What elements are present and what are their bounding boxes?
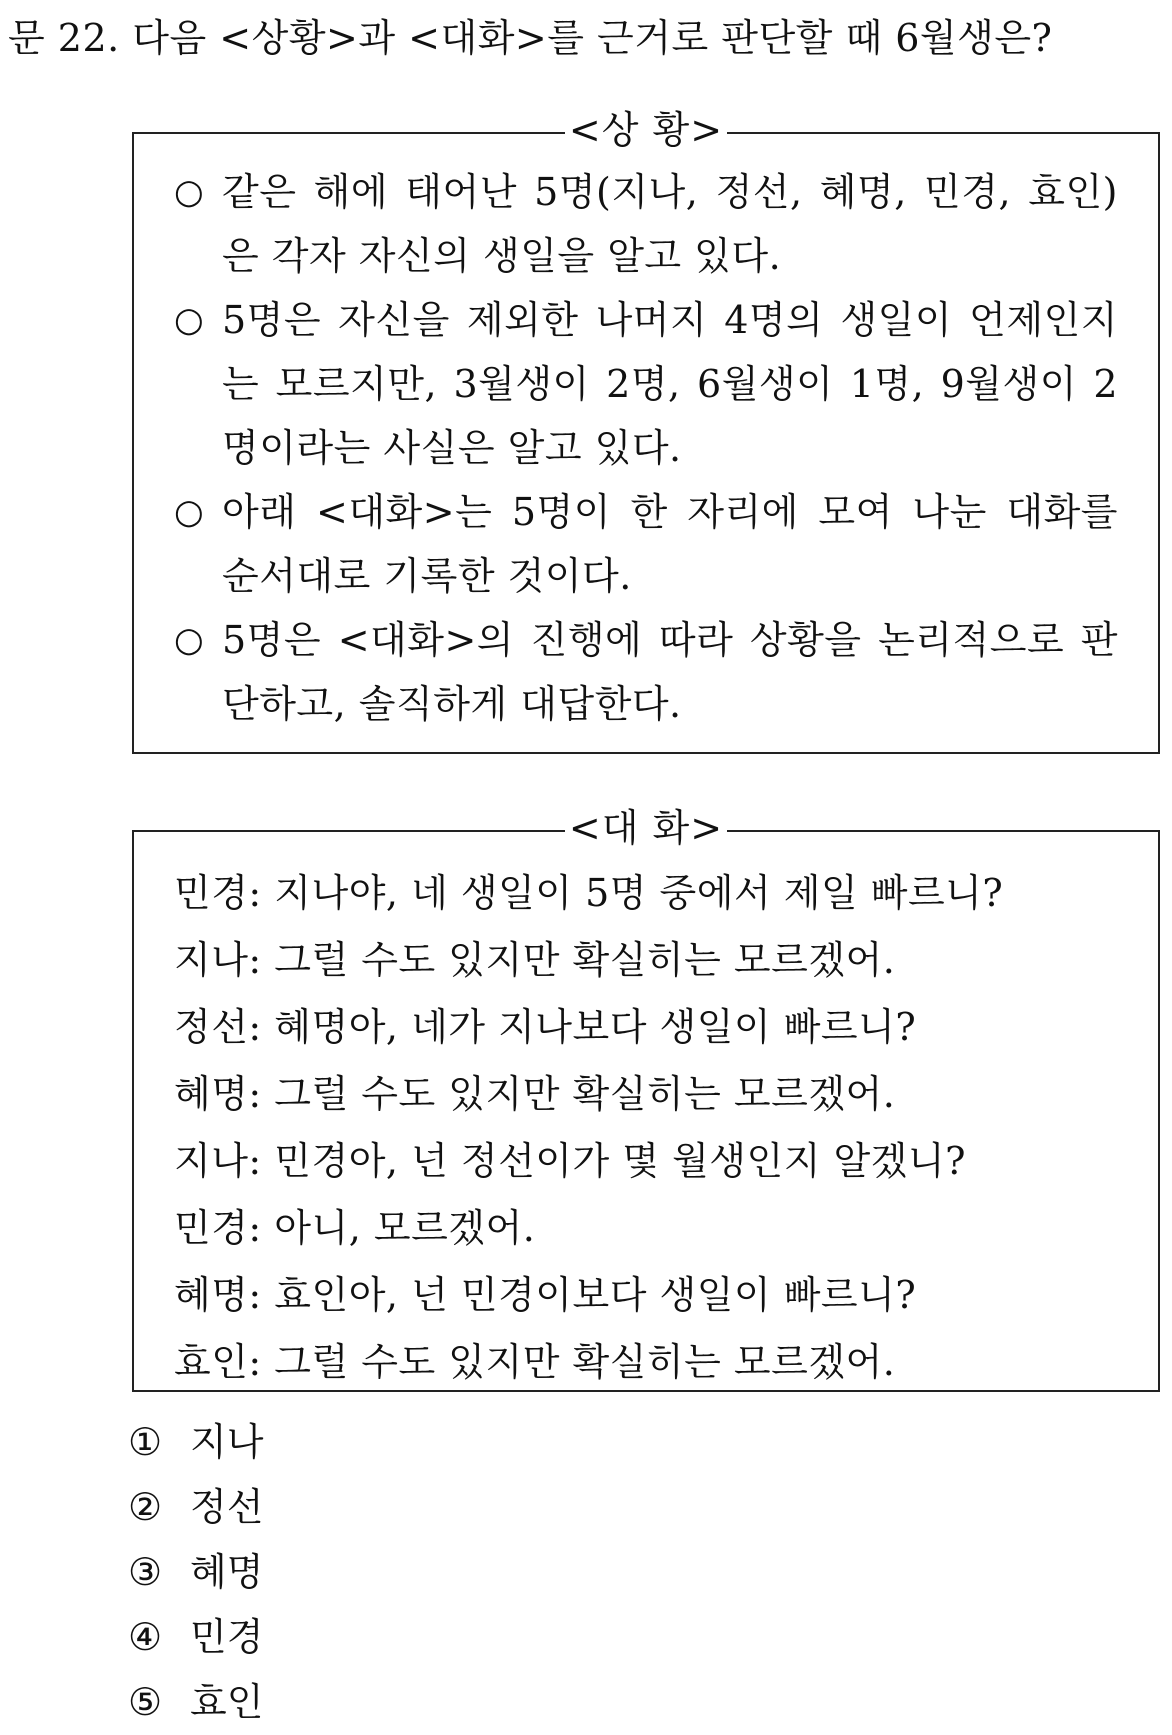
choice-number: ⑤	[128, 1680, 163, 1724]
situation-item: ○ 5명은 <대화>의 진행에 따라 상황을 논리적으로 판단하고, 솔직하게 대답한다.	[174, 608, 1118, 736]
choice-2[interactable]	[128, 1475, 263, 1540]
dialogue-line: 효인: 그럴 수도 있지만 확실히는 모르겠어.	[174, 1340, 896, 1384]
answer-choices	[128, 1410, 263, 1735]
situation-list	[134, 134, 1158, 736]
dialogue-line: 민경: 지나야, 네 생일이 5명 중에서 제일 빠르니?	[174, 871, 1004, 915]
choice-5[interactable]	[128, 1670, 263, 1735]
choice-number: ④	[128, 1615, 163, 1659]
situation-item: ○ 5명은 자신을 제외한 나머지 4명의 생일이 언제인지는 모르지만, 3월생이 2명, 6월생이 1명, 9월생이 2명이라는 사실은 알고 있다.	[174, 288, 1118, 480]
bullet-circle-icon: ○	[174, 172, 205, 212]
situation-item: ○ 같은 해에 태어난 5명(지나, 정선, 혜명, 민경, 효인)은 각자 자신의 생일을 알고 있다.	[174, 160, 1118, 288]
choice-label: 정선	[190, 1485, 264, 1529]
dialogue-box	[132, 806, 1160, 1392]
choice-number: ①	[128, 1420, 163, 1464]
dialogue-line: 혜명: 그럴 수도 있지만 확실히는 모르겠어.	[174, 1072, 896, 1116]
bullet-circle-icon: ○	[174, 492, 205, 532]
situation-box	[132, 108, 1160, 754]
choice-label: 효인	[190, 1680, 264, 1724]
dialogue-title: <대 화>	[134, 804, 1158, 852]
choice-label: 혜명	[190, 1550, 264, 1594]
dialogue-line: 민경: 아니, 모르겠어.	[174, 1206, 536, 1250]
dialogue-list	[134, 832, 1158, 1396]
choice-3[interactable]	[128, 1540, 263, 1605]
situation-item: ○ 아래 <대화>는 5명이 한 자리에 모여 나눈 대화를 순서대로 기록한 것이다.	[174, 480, 1118, 608]
question-stem: 문 22. 다음 <상황>과 <대화>를 근거로 판단할 때 6월생은?	[8, 16, 1053, 60]
dialogue-line: 지나: 민경아, 넌 정선이가 몇 월생인지 알겠니?	[174, 1139, 966, 1183]
choice-label: 민경	[190, 1615, 264, 1659]
dialogue-line: 지나: 그럴 수도 있지만 확실히는 모르겠어.	[174, 938, 896, 982]
choice-number: ②	[128, 1485, 163, 1529]
choice-label: 지나	[190, 1420, 264, 1464]
bullet-circle-icon: ○	[174, 620, 205, 660]
choice-number: ③	[128, 1550, 163, 1594]
choice-1[interactable]	[128, 1410, 263, 1475]
bullet-circle-icon: ○	[174, 300, 205, 340]
dialogue-line: 정선: 혜명아, 네가 지나보다 생일이 빠르니?	[174, 1005, 917, 1049]
situation-title: <상 황>	[134, 106, 1158, 154]
dialogue-line: 혜명: 효인아, 넌 민경이보다 생일이 빠르니?	[174, 1273, 917, 1317]
choice-4[interactable]	[128, 1605, 263, 1670]
